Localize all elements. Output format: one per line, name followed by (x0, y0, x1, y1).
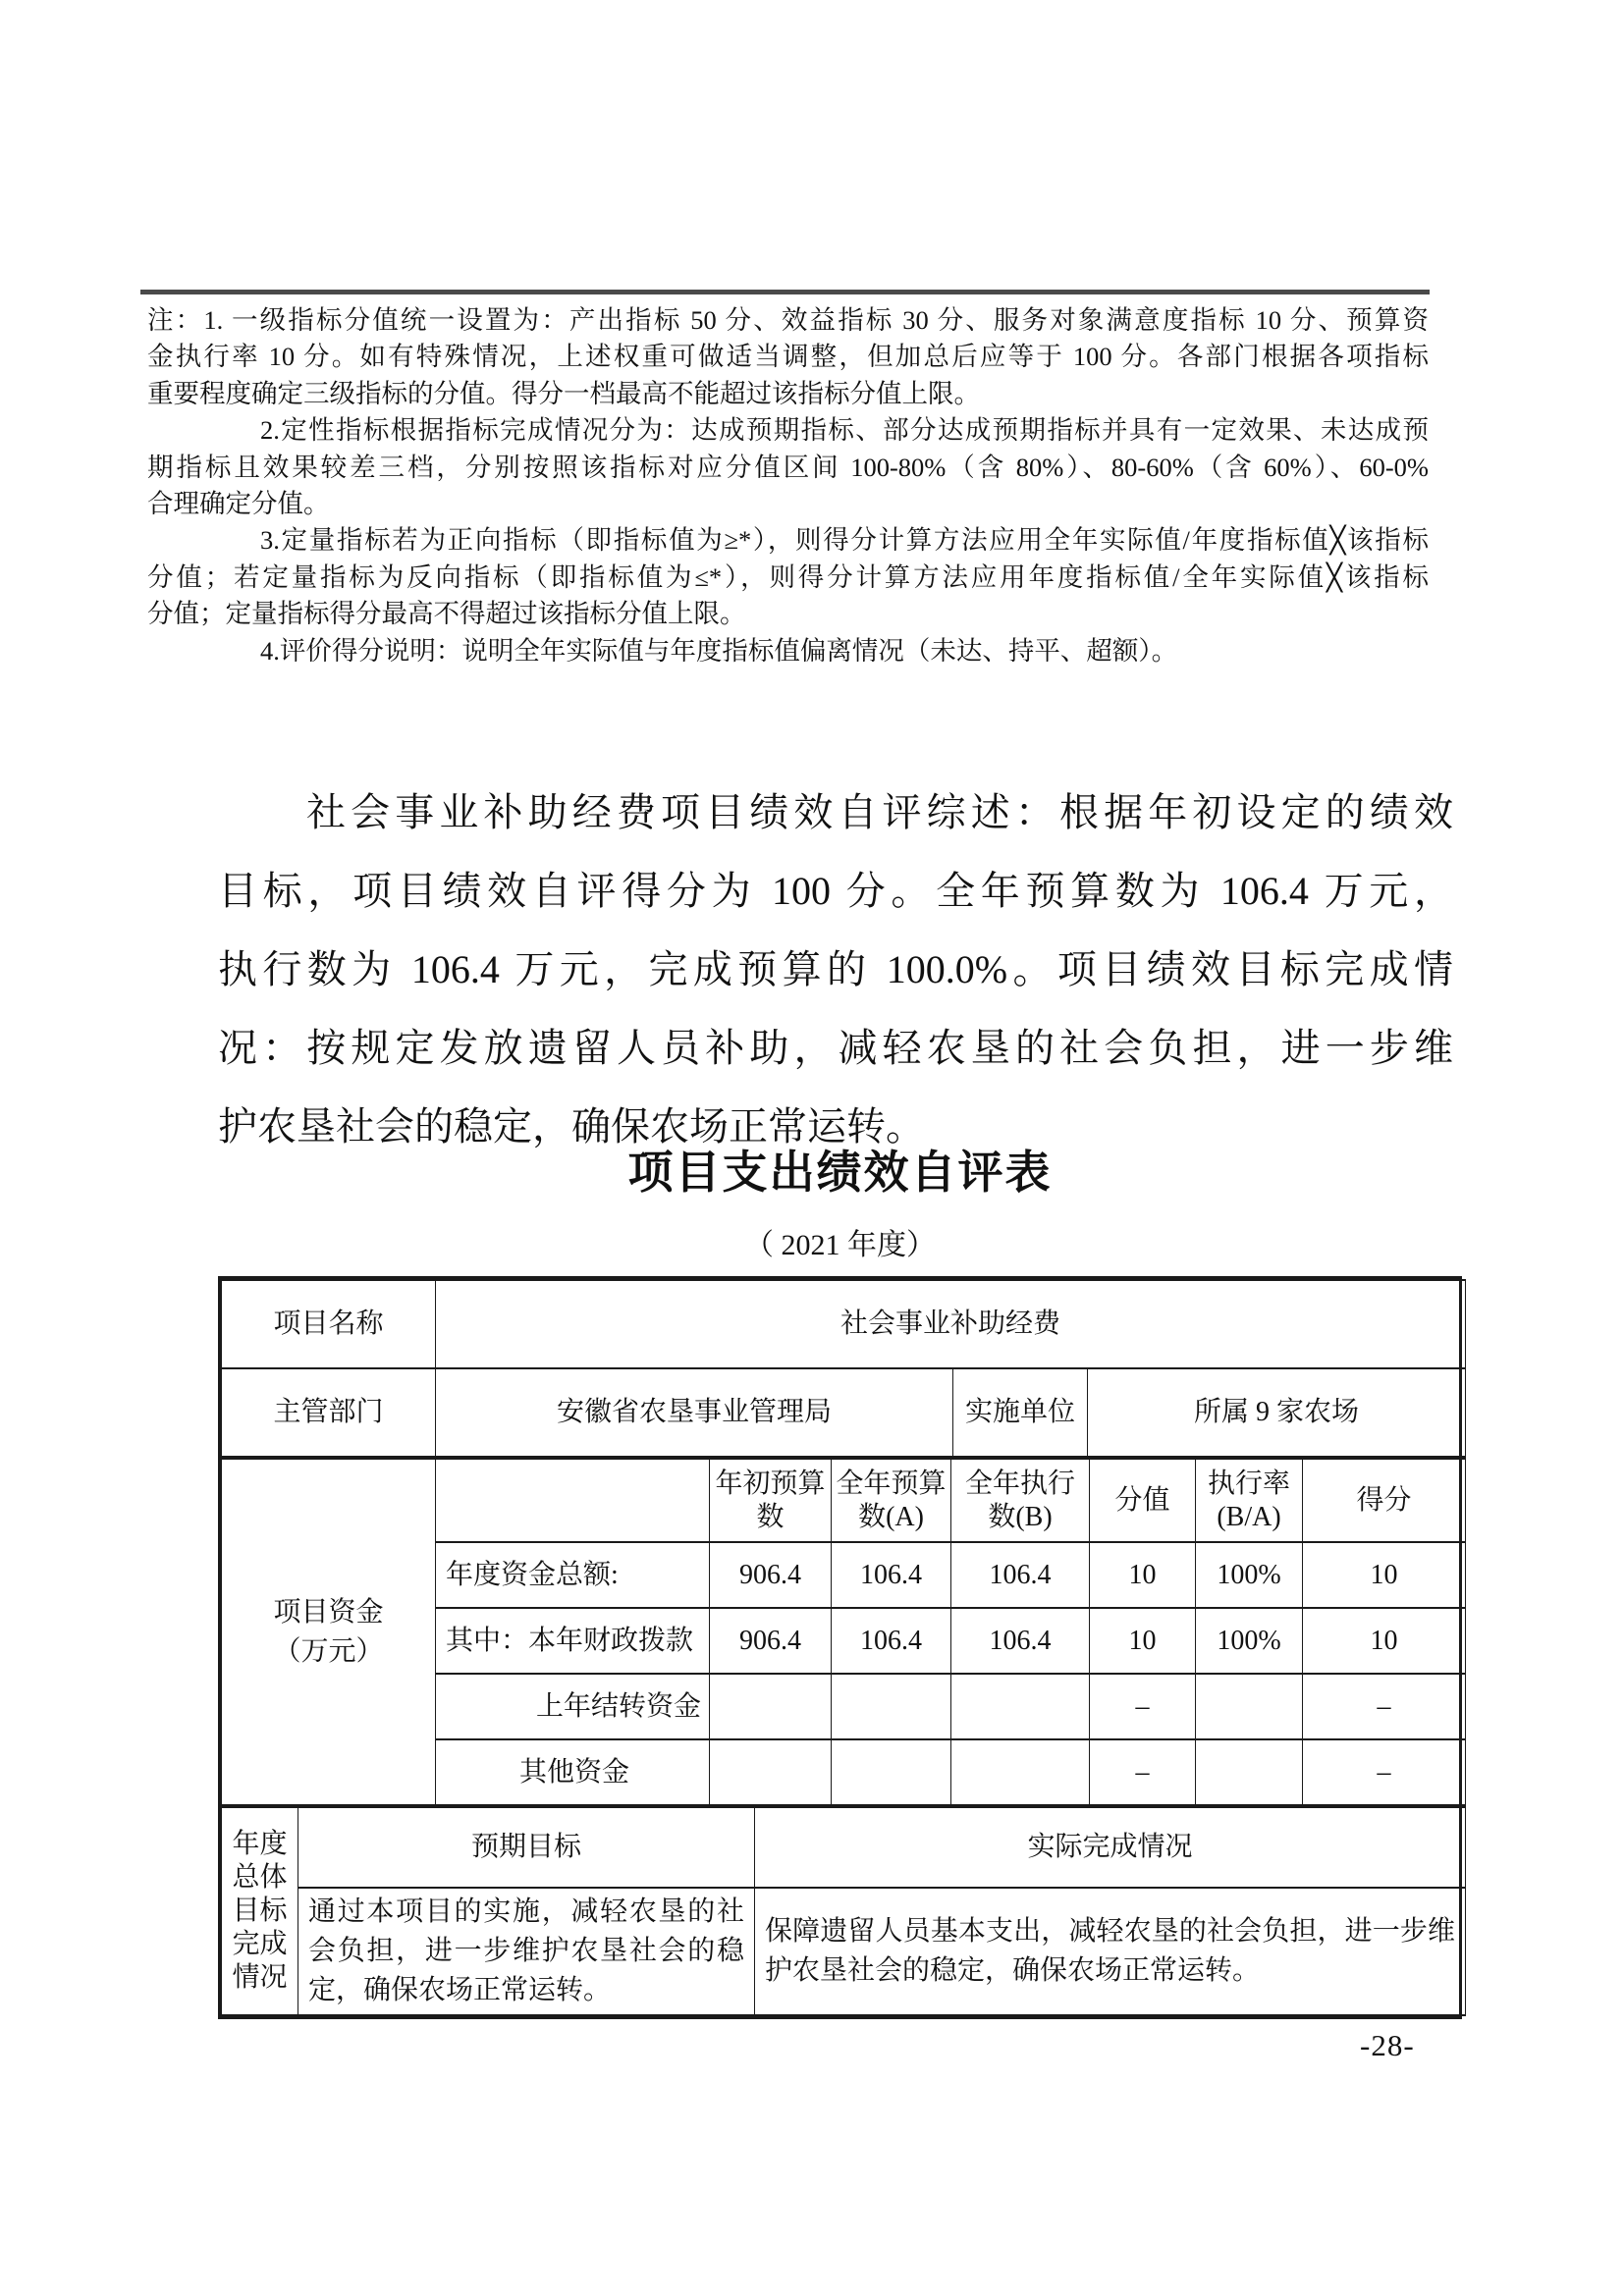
table-subtitle: （ 2021 年度） (744, 1229, 936, 1261)
notes-line: 期指标且效果较差三档，分别按照该指标对应分值区间 100-80%（含 80%）、80-60%（含 60%）、60-0% (147, 452, 1429, 482)
table-header-row (222, 1807, 1466, 1888)
funds-group-label-line: 项目资金 (273, 1596, 384, 1628)
notes-block (147, 302, 1429, 669)
notes-line: 2.定性指标根据指标完成情况分为：达成预期指标、部分达成预期指标并具有一定效果、未达成预 (260, 415, 1429, 446)
cell-executed (951, 1739, 1090, 1805)
col-header-score: 得分 (1303, 1459, 1466, 1542)
col-header-weight: 分值 (1090, 1459, 1196, 1542)
impl-unit-label: 实施单位 (953, 1368, 1088, 1457)
funding-row-label: 上年结转资金 (436, 1674, 710, 1739)
notes-line: 金执行率 10 分。如有特殊情况，上述权重可做适当调整，但加总后应等于 100 分。各部门根据各项指标 (147, 342, 1429, 372)
col-header-rate: 执行率(B/A) (1196, 1459, 1303, 1542)
blank-cell (436, 1459, 710, 1542)
cell-executed: 106.4 (951, 1608, 1090, 1674)
table-title: 项目支出绩效自评表 (627, 1147, 1053, 1198)
funding-row-label: 其中：本年财政拨款 (436, 1608, 710, 1674)
notes-line: 4.评价得分说明：说明全年实际值与年度指标值偏离情况（未达、持平、超额）。 (260, 635, 1178, 666)
summary-line: 目标，项目绩效自评得分为 100 分。全年预算数为 106.4 万元， (218, 869, 1453, 913)
summary-line: 况：按规定发放遗留人员补助，减轻农垦的社会负担，进一步维 (218, 1026, 1453, 1070)
cell-executed (951, 1674, 1090, 1739)
dept-label: 主管部门 (222, 1368, 436, 1457)
top-divider-rule (140, 290, 1430, 294)
cell-weight: – (1090, 1674, 1196, 1739)
expected-goal-text: 通过本项目的实施，减轻农垦的社会负担，进一步维护农垦社会的稳定，确保农场正常运转。 (298, 1888, 755, 2015)
notes-line: 合理确定分值。 (147, 489, 330, 519)
cell-score: – (1303, 1739, 1466, 1805)
summary-line: 执行数为 106.4 万元，完成预算的 100.0%。项目绩效目标完成情 (218, 947, 1453, 991)
notes-line: 注：1. 一级指标分值统一设置为：产出指标 50 分、效益指标 30 分、服务对象满意度指标 10 分、预算资 (147, 305, 1429, 335)
cell-annual-budget (832, 1739, 951, 1805)
funds-group-label (222, 1459, 436, 1805)
cell-initial-budget: 906.4 (710, 1608, 832, 1674)
summary-line: 护农垦社会的稳定，确保农场正常运转。 (218, 1104, 925, 1148)
table-row (222, 1888, 1466, 2015)
cell-score: 10 (1303, 1608, 1466, 1674)
expected-goal-header: 预期目标 (298, 1807, 755, 1888)
cell-weight: – (1090, 1739, 1196, 1805)
cell-score: – (1303, 1674, 1466, 1739)
self-evaluation-summary (218, 774, 1453, 1166)
impl-unit-value: 所属 9 家农场 (1088, 1368, 1466, 1457)
table-row (222, 1368, 1466, 1457)
summary-line: 社会事业补助经费项目绩效自评综述：根据年初设定的绩效 (306, 790, 1453, 834)
table-header-row (222, 1459, 1466, 1542)
notes-line: 重要程度确定三级指标的分值。得分一档最高不能超过该指标分值上限。 (147, 378, 980, 408)
cell-weight: 10 (1090, 1608, 1196, 1674)
table-funding-section (221, 1458, 1466, 1806)
table-goal-section (221, 1806, 1466, 2016)
page-number: -28- (1360, 2028, 1415, 2062)
table-row (222, 1280, 1466, 1368)
funding-row-label: 其他资金 (436, 1739, 710, 1805)
funds-group-label-line: （万元） (273, 1635, 384, 1667)
cell-annual-budget: 106.4 (832, 1542, 951, 1608)
cell-rate (1196, 1739, 1303, 1805)
cell-executed: 106.4 (951, 1542, 1090, 1608)
funding-row-label: 年度资金总额: (436, 1542, 710, 1608)
project-name-label: 项目名称 (222, 1280, 436, 1368)
cell-rate: 100% (1196, 1608, 1303, 1674)
cell-initial-budget (710, 1739, 832, 1805)
cell-rate (1196, 1674, 1303, 1739)
annual-goal-row-label: 年度总体目标完成情况 (222, 1807, 298, 2015)
col-header-initial-budget: 年初预算数 (710, 1459, 832, 1542)
cell-weight: 10 (1090, 1542, 1196, 1608)
actual-completion-text: 保障遗留人员基本支出，减轻农垦的社会负担，进一步维护农垦社会的稳定，确保农场正常运转。 (755, 1888, 1466, 2015)
cell-rate: 100% (1196, 1542, 1303, 1608)
cell-initial-budget: 906.4 (710, 1542, 832, 1608)
cell-score: 10 (1303, 1542, 1466, 1608)
self-evaluation-table (218, 1276, 1462, 2019)
project-name-value: 社会事业补助经费 (436, 1280, 1466, 1368)
dept-value: 安徽省农垦事业管理局 (436, 1368, 953, 1457)
col-header-executed: 全年执行数(B) (951, 1459, 1090, 1542)
notes-line: 分值；若定量指标为反向指标（即指标值为≤*），则得分计算方法应用年度指标值/全年实际值╳该指标 (147, 561, 1429, 592)
col-header-annual-budget: 全年预算数(A) (832, 1459, 951, 1542)
table-info-section (221, 1279, 1466, 1458)
cell-annual-budget: 106.4 (832, 1608, 951, 1674)
actual-completion-header: 实际完成情况 (755, 1807, 1466, 1888)
cell-annual-budget (832, 1674, 951, 1739)
notes-line: 3.定量指标若为正向指标（即指标值为≥*），则得分计算方法应用全年实际值/年度指标值╳该指标 (260, 525, 1429, 556)
cell-initial-budget (710, 1674, 832, 1739)
notes-line: 分值；定量指标得分最高不得超过该指标分值上限。 (147, 599, 746, 629)
